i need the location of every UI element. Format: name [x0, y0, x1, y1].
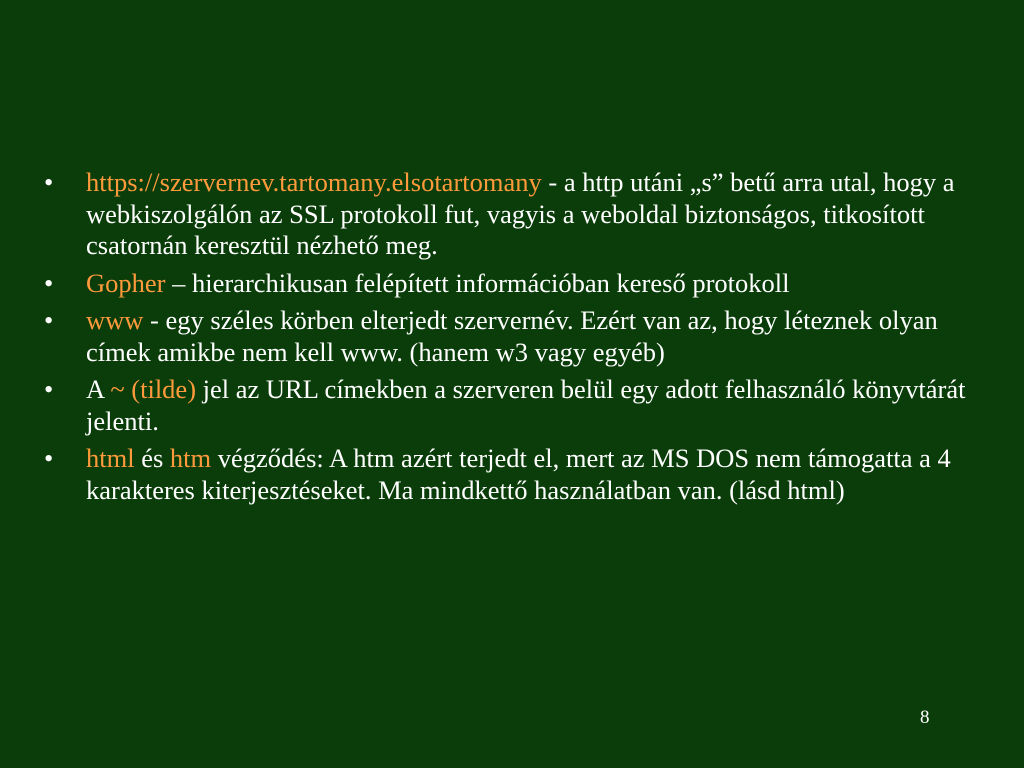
bullet-item-https [44, 167, 984, 262]
bullet-dot: • [44, 443, 54, 473]
bullet-text-https: - a http utáni „s” betű arra utal, hogy a webkiszolgálón az SSL protokoll fut, vagyis a weboldal biztonságos, titkosított csatornán keresztül nézhető meg. [86, 167, 955, 260]
highlight-www: www [86, 305, 144, 335]
bullet-item-tilde [44, 374, 984, 437]
bullet-list [44, 167, 984, 512]
highlight-htm: htm [169, 443, 212, 473]
bullet-text-gopher: – hierarchikusan felépített információban kereső protokoll [165, 267, 790, 298]
bullet-prefix-tilde: A [86, 374, 111, 404]
bullet-text-tilde: jel az URL címekben a szerveren belül egy adott felhasználó könyvtárát jelenti. [86, 374, 966, 436]
highlight-https-url: https://szervernev.tartomany.elsotartomany [86, 167, 542, 197]
bullet-item-gopher [44, 268, 984, 300]
bullet-middle-html: és [134, 443, 170, 473]
bullet-dot: • [44, 374, 54, 404]
page-number: 8 [920, 707, 930, 728]
bullet-dot: • [44, 305, 54, 335]
bullet-text-html: végződés: A htm azért terjedt el, mert az MS DOS nem támogatta a 4 karakteres kiterjesztéseket. Ma mindkettő használatban van. (lásd html) [86, 443, 951, 505]
bullet-text-www: - egy széles körben elterjedt szervernév. Ezért van az, hogy léteznek olyan címek amikbe nem kell www. (hanem w3 vagy egyéb) [86, 305, 938, 367]
bullet-item-www [44, 305, 984, 368]
bullet-dot: • [44, 267, 54, 298]
highlight-html: html [86, 443, 135, 473]
highlight-tilde: ~ (tilde) [110, 374, 197, 404]
bullet-item-html [44, 443, 984, 506]
bullet-dot: • [44, 167, 54, 197]
highlight-gopher: Gopher [86, 267, 166, 298]
